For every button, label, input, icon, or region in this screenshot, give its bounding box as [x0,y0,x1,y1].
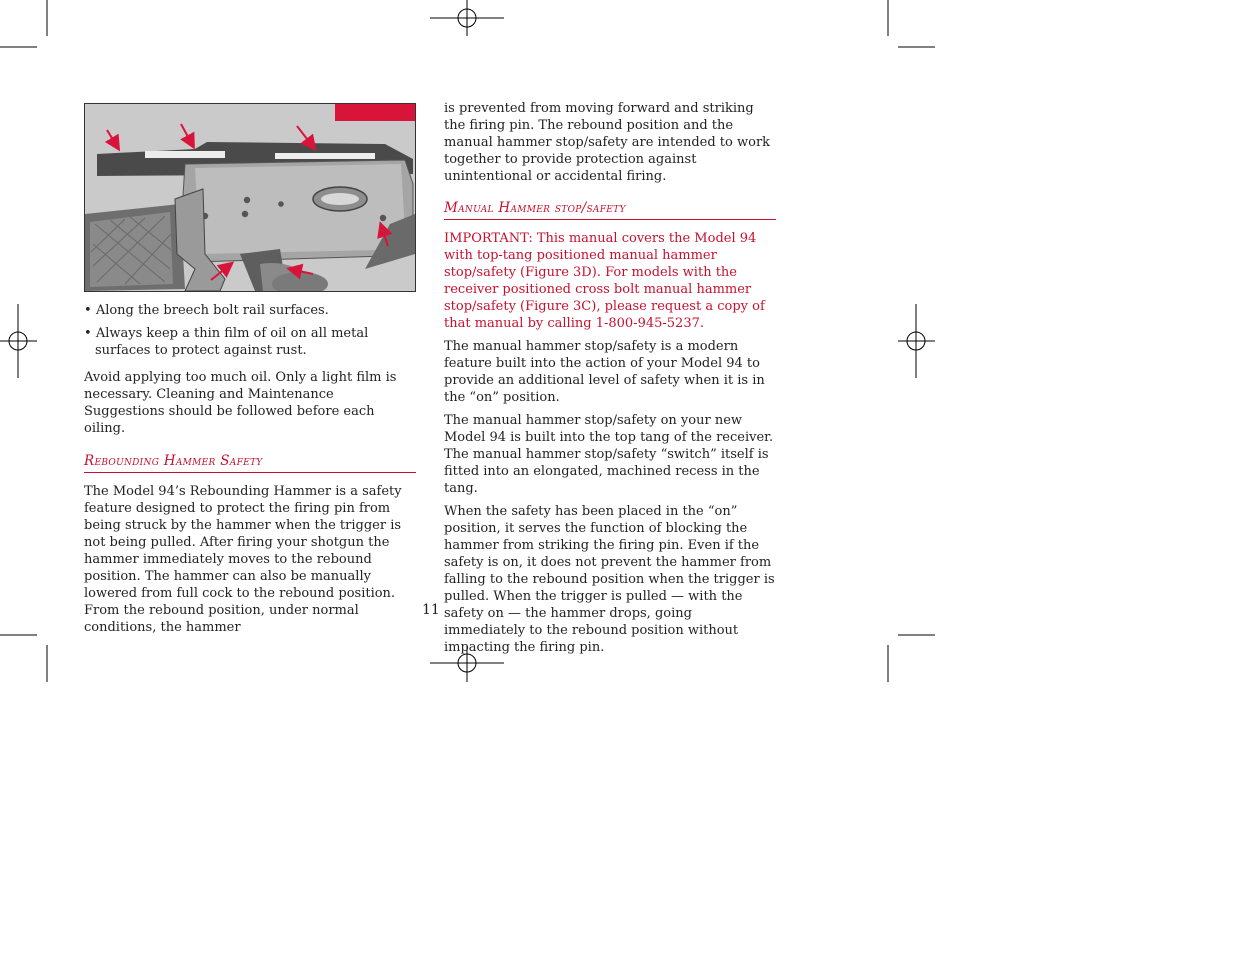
registration-mark-right [898,304,935,378]
body-paragraph: When the safety has been placed in the “on” position, it serves the function of blocking the hammer from striking the firing pin. Even if the safety is on, it does not prevent the hammer from falling to the rebound position when the trigger is pulled. When the trigger is pulled — with the safety on — the hammer drops, going immediately to the rebound position without impacting the firing pin. [444,504,775,655]
arrow-3 [297,126,314,148]
oiling-bullet-list [84,302,416,359]
continuation-paragraph: is prevented from moving forward and striking the firing pin. The rebound position and the manual hammer stop/safety are intended to work together to provide protection against unintentional or accidental firing. [444,101,771,184]
registration-mark-left [0,304,37,378]
section-heading-rebounding-hammer: Rebounding Hammer Safety [84,453,416,473]
section-heading-manual-hammer: Manual Hammer stop/safety [444,200,776,220]
body-paragraph: The manual hammer stop/safety on your new Model 94 is built into the top tang of the receiver. The manual hammer stop/safety “switch” itself is fitted into an elongated, machined recess in the tang. [444,413,774,496]
arrow-5 [211,264,231,280]
left-column [84,103,416,642]
arrow-1 [107,130,118,148]
page-number: 11 [422,602,440,618]
rebounding-hammer-paragraph: The Model 94’s Rebounding Hammer is a safety feature designed to protect the firing pin from being struck by the hammer when the trigger is not being pulled. After firing your shotgun the hammer immediately moves to the rebound position. The hammer can also be manually lowered from full cock to the rebound position. From the rebound position, under normal conditions, the hammer [84,484,402,635]
body-paragraph: The manual hammer stop/safety is a modern feature built into the action of your Model 94 to provide an additional level of safety when it is in the “on” position. [444,339,765,405]
arrow-2 [181,124,193,146]
bullet-item: • Along the breech bolt rail surfaces. [84,303,329,318]
figure-arrows [85,104,415,291]
arrow-4 [381,225,388,246]
bullet-item: • Always keep a thin film of oil on all metal surfaces to protect against rust. [84,326,369,358]
important-notice: IMPORTANT: This manual covers the Model 94 with top-tang positioned manual hammer stop/safety (Figure 3D). For models with the receiver positioned cross bolt manual hammer stop/safety (Figure 3C), please request a copy of that manual by calling 1-800-945-5237. [444,231,765,331]
oil-paragraph: Avoid applying too much oil. Only a light film is necessary. Cleaning and Maintenance Suggestions should be followed before each oiling. [84,370,397,436]
registration-mark-top [430,0,504,36]
arrow-6 [290,269,313,274]
right-column [444,100,776,662]
rifle-receiver-figure [84,103,416,292]
